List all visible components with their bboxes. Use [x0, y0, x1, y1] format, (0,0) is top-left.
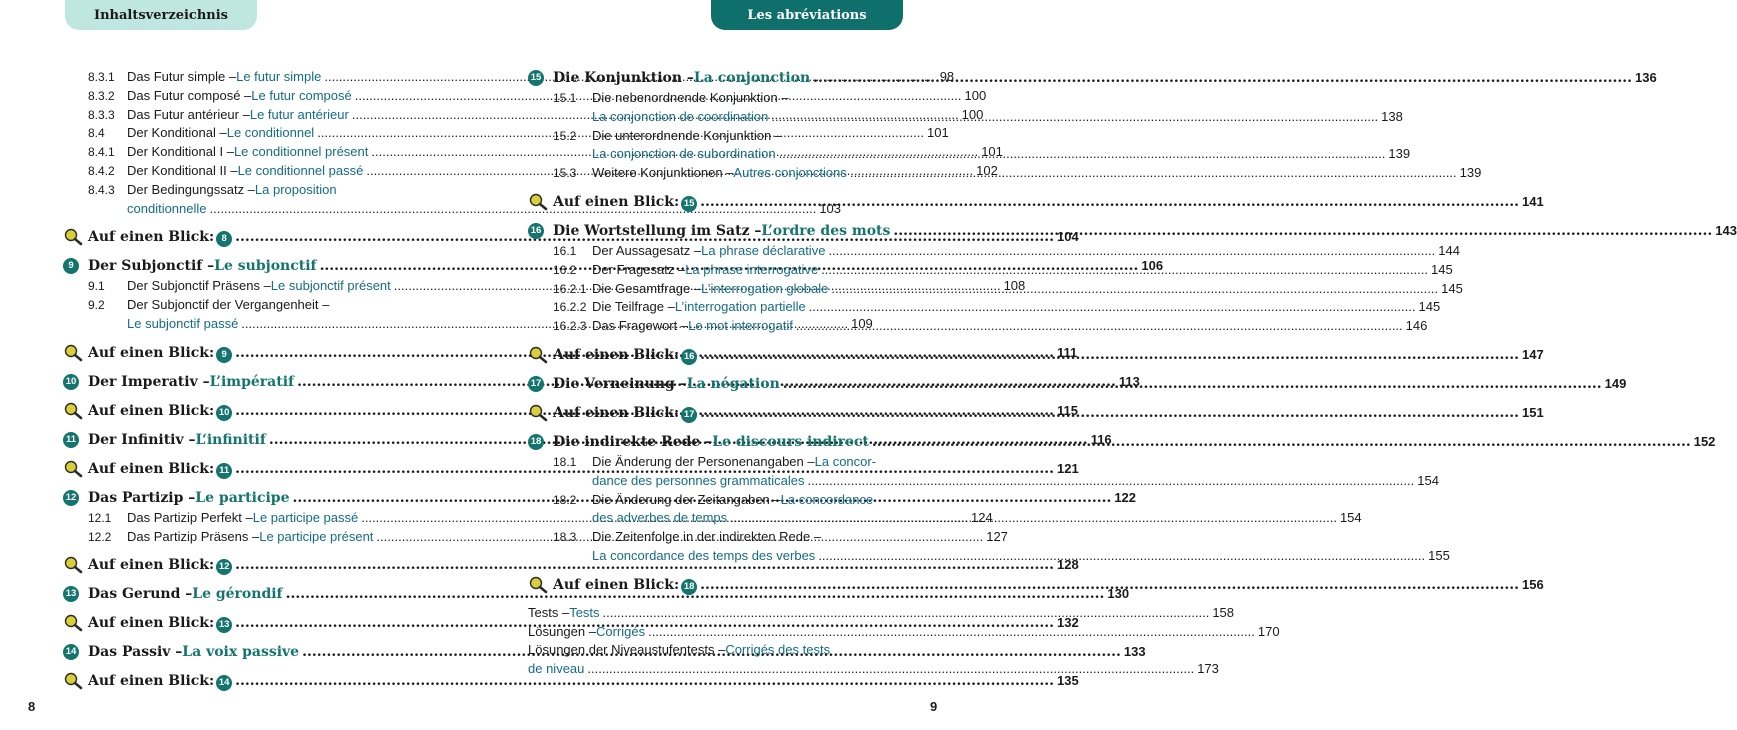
summary-label: Auf einen Blick:	[553, 576, 680, 593]
french-title: Corrigés des tests	[725, 642, 831, 658]
french-title: Tests	[569, 604, 600, 620]
page-ref: 122	[1114, 489, 1137, 505]
french-title: Le discours indirect	[712, 433, 869, 450]
page-ref: 100	[964, 87, 987, 103]
page-ref: 138	[1381, 108, 1403, 124]
chapter-number-badge: 17	[528, 376, 544, 392]
page-ref: 127	[986, 528, 1008, 544]
magnifier-slot	[528, 345, 553, 365]
summary-label: Auf einen Blick:	[88, 615, 215, 632]
dot-leader	[893, 221, 1712, 241]
french-title: Le conditionnel	[226, 125, 315, 141]
page-number-right: 9	[930, 699, 938, 714]
subentry-line	[127, 181, 439, 200]
french-title: conditionnelle	[127, 200, 207, 216]
page-ref: 124	[971, 509, 993, 525]
summary-label: Auf einen Blick:	[88, 229, 215, 246]
magnifier-icon	[63, 460, 85, 478]
summary-label: Auf einen Blick:	[88, 344, 215, 361]
summary-label: Auf einen Blick:	[553, 346, 680, 363]
section-number: 16.1	[553, 243, 577, 258]
dot-leader	[587, 660, 1194, 679]
summary-line	[553, 192, 1544, 212]
german-title: Der Konditional II –	[127, 162, 238, 178]
german-title: Der Subjonctif –	[88, 258, 215, 275]
dot-leader	[603, 604, 1210, 623]
subentry-line	[592, 472, 1439, 491]
chapter-number-badge: 12	[216, 559, 232, 575]
magnifier-icon	[63, 344, 85, 362]
section-tab-right	[711, 0, 903, 30]
section-tab-left-label: Inhaltsverzeichnis	[93, 7, 228, 23]
german-title: Die Zeitenfolge in der indirekten Rede –	[592, 529, 822, 545]
french-title: Le subjonctif	[214, 258, 317, 275]
page-ref: 145	[1418, 299, 1441, 315]
french-title: Le subjonctif présent	[270, 278, 391, 294]
french-title: La phrase déclarative	[701, 242, 826, 258]
subentry-line	[592, 528, 904, 547]
german-title: Der Subjonctif der Vergangenheit –	[127, 297, 330, 313]
summary-text	[88, 671, 1079, 691]
page-ref: 102	[976, 162, 998, 178]
german-title: Die Wortstellung im Satz –	[553, 222, 762, 239]
chapter-number-badge: 11	[63, 432, 79, 448]
dot-leader	[700, 192, 1519, 212]
german-title: Der Infinitiv –	[88, 431, 196, 448]
chapter-number-badge: 18	[681, 579, 697, 595]
section-number: 18.3	[553, 530, 577, 545]
summary-text	[553, 192, 1544, 212]
dot-leader	[779, 145, 1386, 164]
german-title: Die Konjunktion –	[553, 70, 694, 86]
page-ref: 128	[1057, 557, 1079, 573]
french-title: Le participe	[195, 489, 290, 506]
chapter-number-badge: 13	[63, 586, 79, 602]
french-title: Le gérondif	[192, 586, 283, 603]
magnifier-slot	[63, 555, 88, 575]
page-ref: 151	[1522, 404, 1544, 420]
page-ref: 173	[1197, 661, 1219, 677]
dot-leader	[783, 374, 1602, 394]
chapter-badge-slot	[528, 221, 553, 241]
german-title: Das Passiv –	[88, 644, 183, 661]
page-ref: 147	[1522, 346, 1544, 362]
french-title: L’interrogation globale	[701, 280, 829, 296]
page-ref: 145	[1441, 280, 1463, 296]
dot-leader	[809, 298, 1416, 317]
subentry-line	[592, 491, 904, 510]
chapter-badge-slot	[63, 430, 88, 450]
page-ref: 139	[1388, 146, 1411, 162]
toc-subentry[interactable]	[528, 298, 1441, 317]
page-ref: 115	[1057, 402, 1078, 418]
page-ref: 152	[1693, 433, 1716, 449]
page-ref: 116	[1090, 431, 1112, 447]
magnifier-icon	[528, 404, 550, 422]
chapter-badge-slot	[63, 372, 88, 392]
chapter-number-badge: 15	[681, 196, 697, 212]
summary-label: Auf einen Blick:	[88, 557, 215, 574]
chapter-number-badge: 17	[681, 407, 697, 423]
magnifier-icon	[63, 556, 85, 574]
magnifier-slot	[528, 192, 553, 212]
magnifier-slot	[528, 575, 553, 595]
magnifier-slot	[63, 613, 88, 633]
page-ref: 141	[1522, 193, 1544, 209]
german-title: Das Partizip –	[88, 489, 196, 506]
chapter-number-badge: 11	[216, 463, 232, 479]
chapter-number-badge: 9	[63, 258, 79, 274]
page-ref: 170	[1257, 623, 1280, 639]
chapter-number-badge: 18	[528, 434, 544, 450]
section-number: 8.4.2	[88, 163, 115, 178]
magnifier-icon	[528, 346, 550, 364]
chapter-line	[553, 221, 1737, 241]
german-title: Lösungen –	[528, 623, 596, 639]
german-title: Das Partizip Präsens –	[127, 528, 260, 544]
magnifier-slot	[528, 403, 553, 423]
page-ref: 149	[1604, 375, 1627, 391]
page-ref: 155	[1428, 547, 1450, 563]
page-ref: 132	[1057, 615, 1079, 631]
french-title: La concordance	[780, 491, 874, 507]
french-title: Le mot interrogatif	[688, 318, 793, 334]
german-title: Die nebenordnende Konjunktion –	[592, 90, 789, 105]
page-ref: 146	[1405, 318, 1428, 334]
dot-leader	[796, 317, 1403, 336]
page-ref: 143	[1715, 222, 1737, 238]
magnifier-icon	[63, 402, 85, 420]
page-ref: 106	[1141, 258, 1164, 274]
page-ref: 154	[1417, 472, 1439, 488]
magnifier-icon	[528, 576, 550, 594]
chapter-number-badge: 9	[216, 347, 232, 363]
french-title: La concordance des temps des verbes	[592, 547, 816, 563]
subentry-text	[592, 242, 1460, 261]
chapter-badge-slot	[63, 642, 88, 662]
summary-label: Auf einen Blick:	[88, 402, 215, 419]
page-ref: 100	[961, 106, 984, 122]
dot-leader	[807, 472, 1414, 491]
page-ref: 158	[1212, 604, 1235, 620]
chapter-number-badge: 10	[63, 374, 79, 390]
subentry-line	[592, 298, 1441, 317]
page-ref: 139	[1459, 165, 1482, 181]
summary-line	[553, 345, 1544, 365]
toc-subentry[interactable]	[528, 317, 1428, 336]
french-title: Le conditionnel passé	[237, 162, 364, 178]
french-title: La négation	[686, 375, 780, 392]
summary-label: Auf einen Blick:	[88, 460, 215, 477]
page-ref: 156	[1522, 576, 1544, 592]
french-title: dance des personnes grammaticales	[592, 472, 805, 488]
magnifier-icon	[528, 193, 550, 211]
french-title: La conjonction de subordination	[592, 146, 776, 162]
chapter-badge-slot	[63, 256, 88, 276]
dot-leader	[850, 164, 1457, 183]
chapter-number-badge: 12	[63, 490, 79, 506]
toc-summary-entry[interactable]	[63, 671, 1079, 691]
summary-label: Auf einen Blick:	[553, 404, 680, 421]
german-title: Die Verneinung –	[553, 375, 687, 392]
magnifier-icon	[63, 672, 85, 690]
french-title: La concor-	[814, 453, 877, 469]
magnifier-slot	[63, 401, 88, 421]
dot-leader	[648, 623, 1255, 642]
french-title: L’impératif	[209, 373, 295, 390]
chapter-number-badge: 10	[216, 405, 232, 421]
page-ref: 113	[1118, 373, 1140, 389]
section-number: 16.2.2	[553, 300, 587, 315]
section-number: 9.2	[88, 298, 105, 313]
section-number: 12.2	[88, 529, 112, 544]
toc-subentry[interactable]	[528, 242, 1460, 261]
page-ref: 144	[1438, 242, 1460, 258]
subentry-line	[592, 89, 904, 108]
subentry-text	[592, 298, 1441, 317]
german-title: Das Partizip Perfekt –	[127, 509, 253, 525]
french-title: des adverbes de temps	[592, 510, 728, 526]
dot-leader	[828, 242, 1435, 261]
page-ref: 154	[1339, 510, 1362, 526]
german-title: Die unterordnende Konjunktion –	[592, 127, 783, 143]
chapter-number-badge: 8	[216, 231, 232, 247]
appendix-line	[528, 660, 1219, 679]
chapter-number-badge: 14	[216, 675, 232, 691]
french-title: Le futur simple	[236, 69, 322, 84]
magnifier-slot	[63, 343, 88, 363]
french-title: La conjonction	[693, 70, 811, 86]
subentry-line	[592, 127, 904, 146]
german-title: Das Futur antérieur –	[127, 106, 250, 122]
french-title: L‘infinitif	[195, 431, 266, 448]
dot-leader	[700, 575, 1519, 595]
french-title: La voix passive	[182, 644, 300, 661]
german-title: Der Bedingungssatz –	[127, 181, 255, 197]
section-number: 8.3.1	[88, 70, 115, 84]
subentry-line	[592, 317, 1428, 336]
subentry-line	[592, 242, 1460, 261]
chapter-badge-slot	[528, 374, 553, 394]
page-ref: 109	[851, 315, 873, 331]
summary-line	[553, 575, 1544, 595]
french-title: La phrase interrogative	[685, 261, 819, 277]
page-ref: 136	[1635, 70, 1657, 85]
german-title: Die Teilfrage –	[592, 299, 675, 315]
page-ref: 111	[1057, 344, 1078, 360]
dot-leader	[700, 403, 1519, 423]
section-number: 15.1	[553, 91, 577, 105]
page-ref: 135	[1057, 673, 1079, 689]
german-title: Weitere Konjunktionen –	[592, 165, 734, 181]
dot-leader	[818, 547, 1425, 566]
page-ref: 98	[939, 69, 955, 84]
magnifier-icon	[63, 614, 85, 632]
magnifier-slot	[63, 459, 88, 479]
page-ref: 104	[1057, 229, 1079, 245]
german-title: Lösungen der Niveaustufentests –	[528, 642, 726, 658]
chapter-number-badge: 14	[63, 644, 79, 660]
german-title: Das Futur simple –	[127, 69, 237, 84]
french-title: Le subjonctif passé	[127, 315, 239, 331]
section-number: 8.4.1	[88, 145, 115, 160]
magnifier-slot	[63, 227, 88, 247]
section-number: 8.4.3	[88, 182, 115, 197]
section-number: 8.4	[88, 126, 105, 141]
summary-label: Auf einen Blick:	[553, 193, 680, 210]
section-number: 9.1	[88, 279, 105, 294]
subentry-text	[592, 317, 1428, 336]
page-ref: 108	[1003, 278, 1026, 294]
german-title: Der Aussagesatz –	[592, 242, 702, 258]
page-ref: 145	[1430, 261, 1453, 277]
page-ref: 121	[1057, 460, 1079, 476]
section-tab-left	[65, 0, 257, 30]
french-title: Corrigés	[595, 623, 646, 639]
chapter-number-badge: 16	[681, 349, 697, 365]
german-title: Tests –	[528, 604, 570, 620]
chapter-badge-slot	[528, 68, 553, 88]
german-title: Das Gerund –	[88, 586, 193, 603]
page-number-left: 8	[28, 699, 36, 714]
summary-label: Auf einen Blick:	[88, 673, 215, 690]
page-ref: 130	[1107, 586, 1130, 602]
german-title: Das Fragewort –	[592, 318, 689, 334]
dot-leader	[813, 68, 1632, 88]
french-title: Le futur composé	[251, 87, 352, 103]
chapter-number-badge: 15	[528, 70, 544, 86]
french-title: La conjonction de coordination	[592, 108, 769, 124]
section-number: 15.3	[553, 166, 577, 181]
chapter-line	[553, 374, 1626, 394]
section-number: 8.3.2	[88, 88, 115, 103]
toc-summary-entry[interactable]	[528, 192, 1544, 212]
chapter-line	[553, 68, 1657, 88]
page-ref: 101	[927, 125, 949, 141]
french-title: Autres conjonctions	[733, 165, 847, 181]
appendix-line	[528, 641, 904, 660]
french-title: L’ordre des mots	[761, 222, 891, 239]
chapter-badge-slot	[63, 488, 88, 508]
german-title: Der Konditional I –	[127, 144, 234, 160]
french-title: Le participe passé	[252, 509, 359, 525]
german-title: Die indirekte Rede –	[553, 433, 713, 450]
dot-leader	[831, 280, 1438, 299]
dot-leader	[730, 509, 1337, 528]
dot-leader	[700, 345, 1519, 365]
german-title: Das Futur composé –	[127, 87, 252, 103]
section-number: 8.3.3	[88, 107, 115, 122]
section-number: 18.2	[553, 492, 577, 507]
dot-leader	[771, 108, 1378, 127]
page-ref: 101	[981, 144, 1003, 160]
chapter-badge-slot	[528, 432, 553, 452]
german-title: Der Subjonctif Präsens –	[127, 278, 271, 294]
chapter-line	[553, 432, 1715, 452]
chapter-number-badge: 13	[216, 617, 232, 633]
section-number: 16.2.3	[553, 319, 587, 334]
dot-leader	[821, 261, 1428, 280]
subentry-line	[127, 296, 439, 315]
dot-leader	[872, 432, 1691, 452]
german-title: Die Gesamtfrage –	[592, 280, 702, 296]
section-number: 16.2	[553, 262, 577, 277]
section-number: 18.1	[553, 454, 577, 469]
french-title: de niveau	[528, 661, 585, 677]
german-title: Der Fragesatz –	[592, 261, 686, 277]
german-title: Die Änderung der Personenangaben –	[592, 453, 815, 469]
page-ref: 103	[819, 200, 842, 216]
page-ref: 133	[1123, 644, 1146, 660]
subentry-line	[592, 453, 904, 472]
german-title: Der Konditional –	[127, 125, 227, 141]
chapter-number-badge: 16	[528, 223, 544, 239]
french-title: La proposition	[254, 181, 337, 197]
german-title: Der Imperativ –	[88, 373, 210, 390]
chapter-badge-slot	[63, 584, 88, 604]
french-title: Le futur antérieur	[249, 106, 349, 122]
french-title: L’interrogation partielle	[674, 299, 806, 315]
magnifier-icon	[63, 228, 85, 246]
section-number: 12.1	[88, 510, 112, 525]
french-title: Le participe présent	[259, 528, 374, 544]
summary-line	[553, 403, 1544, 423]
section-number: 16.2.1	[553, 281, 587, 296]
german-title: Die Änderung der Zeitangaben –	[592, 491, 781, 507]
french-title: Le conditionnel présent	[233, 144, 369, 160]
section-tab-right-label: Les abréviations	[747, 7, 867, 23]
section-number: 15.2	[553, 128, 577, 143]
magnifier-slot	[63, 671, 88, 691]
